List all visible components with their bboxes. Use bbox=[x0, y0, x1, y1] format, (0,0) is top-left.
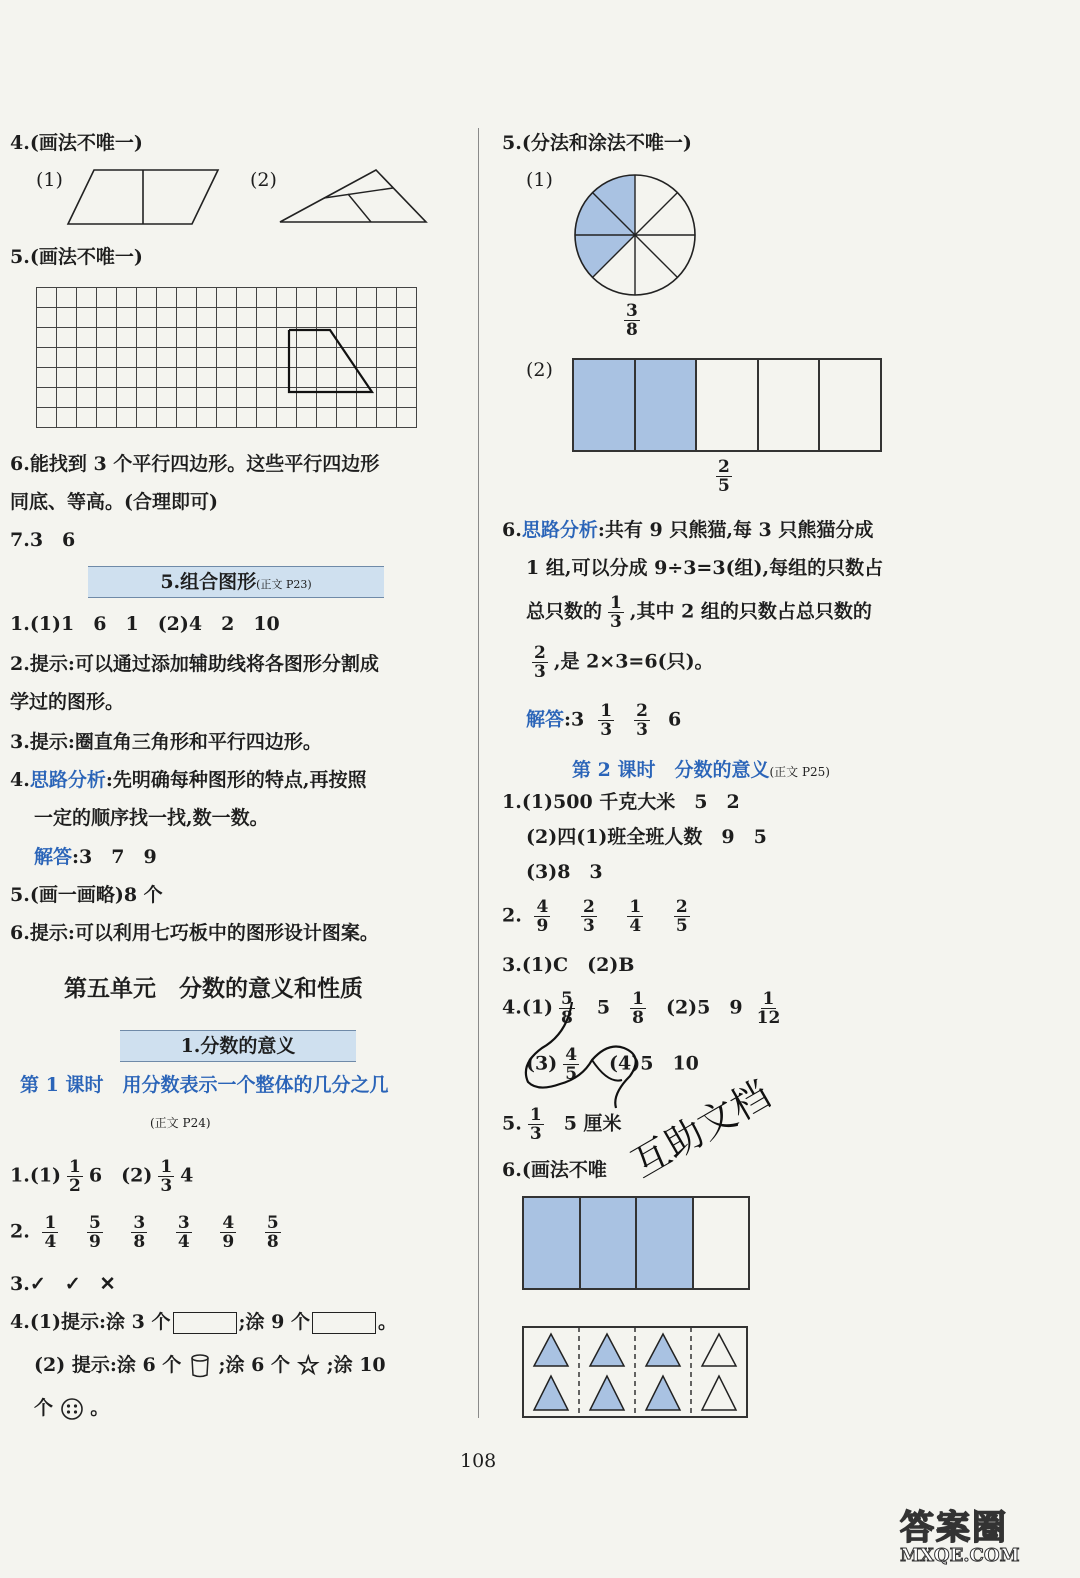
r-q6-answer bbox=[526, 702, 681, 739]
bar-cell-shaded bbox=[636, 360, 698, 450]
fraction bbox=[532, 644, 548, 681]
denominator: 12 bbox=[756, 1008, 781, 1028]
s5-q2-line2: 学过的图形。 bbox=[10, 691, 125, 713]
s5-q5: 5.(画一画略)8 个 bbox=[10, 884, 163, 906]
numerator: 1 bbox=[69, 1157, 81, 1177]
cup-icon bbox=[188, 1353, 212, 1379]
s5-q6: 6.提示:可以利用七巧板中的图形设计图案。 bbox=[10, 922, 379, 944]
r-q5-part1-label: (1) bbox=[526, 169, 553, 191]
q7-answer: 7.3 6 bbox=[10, 529, 76, 551]
denominator: 3 bbox=[582, 916, 595, 936]
denominator: 9 bbox=[88, 1232, 101, 1252]
star-icon: ☆ bbox=[296, 1351, 320, 1381]
fraction bbox=[220, 1214, 236, 1251]
lesson2-header bbox=[572, 758, 830, 784]
l1-q1-fraction2 bbox=[158, 1158, 174, 1195]
l2-q4-e: (4)5 10 bbox=[609, 1052, 699, 1075]
numerator: 2 bbox=[718, 457, 730, 477]
numerator: 3 bbox=[133, 1213, 146, 1233]
s5-q4-answer bbox=[34, 845, 157, 869]
l1-q1-mid: 6 (2) bbox=[88, 1164, 153, 1187]
numerator: 2 bbox=[582, 897, 595, 917]
denominator: 3 bbox=[636, 720, 648, 740]
page-number: 108 bbox=[460, 1450, 497, 1472]
section-5-ref: (正文 P23) bbox=[256, 578, 312, 591]
l1-q4-l3-text2: 。 bbox=[90, 1397, 110, 1419]
l1-q1-suffix: 4 bbox=[180, 1164, 194, 1187]
l1-q4-l1-text1: 4.(1)提示:涂 3 个 bbox=[10, 1311, 171, 1333]
lesson1-title: 第 1 课时 用分数表示一个整体的几分之几 bbox=[20, 1074, 389, 1096]
fraction bbox=[131, 1214, 147, 1251]
q5-title: 5.(画法不唯一) bbox=[10, 246, 143, 268]
l2-q4-d: (3) bbox=[526, 1052, 558, 1075]
bar-cell bbox=[759, 360, 821, 450]
fraction bbox=[581, 898, 597, 935]
l1-q4-line3 bbox=[34, 1396, 109, 1421]
bar-cell-shaded bbox=[574, 360, 636, 450]
denominator: 8 bbox=[626, 320, 638, 340]
q4-part2-label: (2) bbox=[250, 169, 277, 191]
triangle-set-figure bbox=[522, 1326, 750, 1420]
l2-q4-prefix: 4.(1) bbox=[502, 996, 554, 1019]
r-q6-answer-label: 解答 bbox=[526, 708, 565, 731]
s5-q1: 1.(1)1 6 1 (2)4 2 10 bbox=[10, 613, 280, 635]
fraction bbox=[624, 302, 640, 339]
denominator: 9 bbox=[222, 1232, 235, 1252]
numerator: 4 bbox=[565, 1045, 578, 1065]
bar-cell bbox=[697, 360, 759, 450]
numerator: 2 bbox=[675, 897, 688, 917]
denominator: 3 bbox=[160, 1176, 173, 1196]
q4-part1-label: (1) bbox=[36, 169, 63, 191]
parallelogram-figure bbox=[64, 166, 224, 228]
bar-cell bbox=[694, 1198, 749, 1288]
s5-q4-text1: :先明确每种图形的特点,再按照 bbox=[105, 769, 367, 791]
fraction-bar-4 bbox=[522, 1196, 750, 1290]
l1-q4-l1-text3: 。 bbox=[377, 1311, 397, 1333]
numerator: 1 bbox=[160, 1157, 173, 1177]
denominator: 8 bbox=[561, 1008, 573, 1028]
denominator: 2 bbox=[69, 1176, 81, 1196]
denominator: 8 bbox=[632, 1008, 644, 1028]
s5-q4-analysis-label: 思路分析 bbox=[29, 769, 106, 791]
fraction bbox=[627, 898, 643, 935]
fraction-circle bbox=[572, 172, 698, 298]
q6-line2: 同底、等高。(合理即可) bbox=[10, 491, 218, 513]
denominator: 9 bbox=[536, 916, 549, 936]
r-q6-answer-a: :3 bbox=[564, 708, 585, 731]
lesson2-ref: (正文 P25) bbox=[769, 765, 830, 779]
r-q5-fraction2 bbox=[710, 458, 738, 495]
fraction bbox=[265, 1214, 281, 1251]
s5-q4-answer-label: 解答 bbox=[34, 846, 73, 868]
section-1-header bbox=[120, 1030, 356, 1062]
unit-title: 第五单元 分数的意义和性质 bbox=[64, 975, 363, 1002]
fraction bbox=[87, 1214, 103, 1251]
numerator: 3 bbox=[177, 1213, 190, 1233]
s5-q4-number: 4. bbox=[10, 769, 30, 791]
r-q6-text1: :共有 9 只熊猫,每 3 只熊猫分成 bbox=[597, 519, 874, 541]
section-5-title: 5.组合图形 bbox=[160, 571, 257, 593]
fraction bbox=[716, 458, 732, 495]
l2-q6-title: 6.(画法不唯 bbox=[502, 1159, 607, 1181]
l1-q4-l2-text2: ;涂 6 个 bbox=[218, 1354, 290, 1376]
column-divider bbox=[478, 128, 479, 1418]
denominator: 5 bbox=[675, 916, 688, 936]
l1-q1-fraction1 bbox=[67, 1158, 83, 1195]
fraction bbox=[674, 898, 690, 935]
numerator: 2 bbox=[636, 701, 648, 721]
r-q6-line4 bbox=[526, 644, 714, 681]
logo-url: MXQE.COM bbox=[900, 1545, 1020, 1566]
fraction bbox=[534, 898, 550, 935]
r-q6-line3 bbox=[526, 594, 872, 631]
denominator: 5 bbox=[565, 1064, 578, 1084]
l1-q4-l2-text1: (2) 提示:涂 6 个 bbox=[34, 1354, 182, 1376]
s5-q4-line2: 一定的顺序找一找,数一数。 bbox=[34, 807, 269, 829]
denominator: 8 bbox=[133, 1232, 146, 1252]
numerator: 1 bbox=[600, 701, 613, 721]
l2-q3: 3.(1)C (2)B bbox=[502, 954, 635, 976]
bar-cell-shaded bbox=[524, 1198, 581, 1288]
numerator: 3 bbox=[626, 301, 638, 321]
s5-q4-answer-values: :3 7 9 bbox=[72, 846, 157, 868]
denominator: 5 bbox=[718, 476, 730, 496]
l1-q2 bbox=[10, 1214, 287, 1251]
numerator: 1 bbox=[610, 593, 622, 613]
fraction bbox=[42, 1214, 58, 1251]
numerator: 4 bbox=[536, 897, 549, 917]
l2-q2 bbox=[502, 898, 696, 935]
r-q5-fraction1 bbox=[618, 302, 646, 339]
s5-q4-line1 bbox=[10, 768, 367, 792]
l1-q4-l3-text1: 个 bbox=[34, 1397, 54, 1419]
lesson1-ref: (正文 P24) bbox=[150, 1116, 211, 1130]
r-q6-line1 bbox=[502, 518, 873, 542]
l1-q4-l2-text3: ;涂 10 bbox=[326, 1354, 386, 1376]
numerator: 1 bbox=[632, 989, 644, 1009]
s5-q3: 3.提示:圈直角三角形和平行四边形。 bbox=[10, 731, 322, 753]
numerator: 5 bbox=[266, 1213, 279, 1233]
logo-title: 答案圈 bbox=[900, 1508, 1008, 1548]
denominator: 3 bbox=[529, 1124, 542, 1144]
bar-cell-shaded bbox=[581, 1198, 638, 1288]
l1-q4-l1-text2: ;涂 9 个 bbox=[238, 1311, 310, 1333]
r-q6-l4-text: ,是 2×3=6(只)。 bbox=[553, 650, 714, 673]
denominator: 3 bbox=[534, 662, 546, 682]
l1-q1-prefix: 1.(1) bbox=[10, 1164, 62, 1187]
r-q6-answer-b: 6 bbox=[667, 708, 682, 731]
l2-q4-c: (2)5 9 bbox=[665, 996, 743, 1019]
numerator: 5 bbox=[561, 989, 573, 1009]
watermark-text: 互助文档 bbox=[623, 1071, 778, 1187]
r-q6-l3-text2: ,其中 2 组的只数占总只数的 bbox=[629, 600, 872, 623]
numerator: 1 bbox=[529, 1105, 542, 1125]
denominator: 4 bbox=[177, 1232, 190, 1252]
fraction bbox=[757, 990, 781, 1027]
triangle-figure bbox=[276, 166, 432, 228]
denominator: 4 bbox=[44, 1232, 57, 1252]
site-logo bbox=[900, 1500, 1070, 1570]
fraction bbox=[608, 594, 624, 631]
l1-q3: 3.✓ ✓ ✕ bbox=[10, 1273, 116, 1295]
l2-q4-b: 5 bbox=[596, 996, 611, 1019]
q4-title: 4.(画法不唯一) bbox=[10, 132, 143, 154]
fraction bbox=[598, 702, 614, 739]
l1-q4-line2 bbox=[34, 1353, 386, 1379]
q6-line1: 6.能找到 3 个平行四边形。这些平行四边形 bbox=[10, 453, 380, 475]
l1-q4-line1 bbox=[10, 1310, 397, 1334]
r-q6-l3-text1: 总只数的 bbox=[526, 600, 603, 623]
r-q6-analysis-label: 思路分析 bbox=[521, 519, 598, 541]
l1-q2-number: 2. bbox=[10, 1220, 30, 1243]
button-icon bbox=[60, 1397, 84, 1421]
r-q5-title: 5.(分法和涂法不唯一) bbox=[502, 132, 692, 154]
l2-q1c: (3)8 3 bbox=[526, 861, 603, 883]
l2-q5-number: 5. bbox=[502, 1112, 522, 1135]
denominator: 3 bbox=[600, 720, 613, 740]
numerator: 5 bbox=[88, 1213, 101, 1233]
l2-q1a: 1.(1)500 千克大米 5 2 bbox=[502, 791, 740, 813]
r-q5-part2-label: (2) bbox=[526, 359, 553, 381]
denominator: 8 bbox=[266, 1232, 279, 1252]
numerator: 1 bbox=[762, 989, 775, 1009]
l2-q1b: (2)四(1)班全班人数 9 5 bbox=[526, 826, 767, 848]
fraction bbox=[176, 1214, 192, 1251]
l1-q1 bbox=[10, 1158, 193, 1195]
section-5-header bbox=[88, 566, 384, 598]
bar-cell bbox=[820, 360, 880, 450]
bar-cell-shaded bbox=[637, 1198, 694, 1288]
l2-q5-length: 5 厘米 bbox=[563, 1112, 622, 1135]
rectangle-icon bbox=[312, 1312, 376, 1334]
r-q6-line2: 1 组,可以分成 9÷3=3(组),每组的只数占 bbox=[526, 557, 884, 579]
denominator: 3 bbox=[610, 612, 622, 632]
lesson2-title: 第 2 课时 分数的意义 bbox=[572, 759, 770, 781]
rectangle-icon bbox=[173, 1312, 237, 1334]
fraction-bar-5 bbox=[572, 358, 882, 452]
numerator: 1 bbox=[629, 897, 642, 917]
fraction bbox=[634, 702, 650, 739]
grid-drawn-parallelogram bbox=[36, 287, 426, 437]
l2-q2-number: 2. bbox=[502, 904, 522, 927]
r-q6-number: 6. bbox=[502, 519, 522, 541]
denominator: 4 bbox=[629, 916, 642, 936]
numerator: 1 bbox=[44, 1213, 57, 1233]
numerator: 2 bbox=[534, 643, 546, 663]
s5-q2-line1: 2.提示:可以通过添加辅助线将各图形分割成 bbox=[10, 653, 379, 675]
numerator: 4 bbox=[222, 1213, 235, 1233]
section-1-title: 1.分数的意义 bbox=[180, 1035, 296, 1057]
